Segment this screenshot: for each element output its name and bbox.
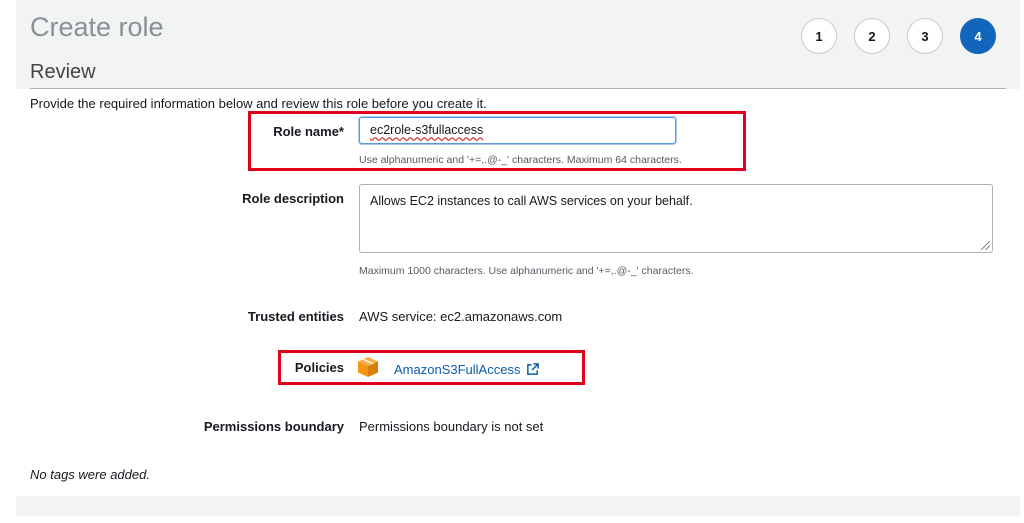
review-panel (16, 89, 1020, 496)
section-title: Review (30, 61, 96, 83)
role-description-value: Allows EC2 instances to call AWS services on your behalf. (370, 194, 693, 208)
page-title: Create role (30, 12, 164, 42)
permissions-boundary-label: Permissions boundary (203, 419, 344, 434)
permissions-boundary-value: Permissions boundary is not set (359, 419, 544, 434)
policy-box-icon (357, 356, 379, 378)
role-name-label: Role name* (273, 124, 344, 139)
policy-link-amazons3fullaccess[interactable] (394, 362, 539, 377)
role-name-value: ec2role-s3fullaccess (370, 123, 484, 137)
trusted-entities-label: Trusted entities (247, 309, 344, 324)
step-4-active: 4 (960, 18, 996, 54)
trusted-entities-value: AWS service: ec2.amazonaws.com (359, 309, 563, 324)
wizard-steps (801, 18, 996, 54)
role-description-label: Role description (242, 191, 344, 206)
role-description-textarea[interactable] (359, 184, 993, 253)
policies-label: Policies (294, 360, 344, 375)
step-1[interactable]: 1 (801, 18, 837, 54)
role-name-hint: Use alphanumeric and '+=,.@-_' characters. Maximum 64 characters. (359, 154, 682, 166)
role-name-input[interactable] (359, 117, 676, 144)
policy-link-label: AmazonS3FullAccess (394, 362, 521, 377)
role-description-hint: Maximum 1000 characters. Use alphanumeric and '+=,.@-_' characters. (359, 265, 694, 277)
step-2[interactable]: 2 (854, 18, 890, 54)
external-link-icon (526, 363, 539, 376)
intro-text: Provide the required information below and review this role before you create it. (30, 96, 487, 111)
no-tags-note: No tags were added. (30, 467, 150, 482)
resize-grip-icon[interactable] (981, 241, 990, 250)
step-3[interactable]: 3 (907, 18, 943, 54)
create-role-page (16, 0, 1020, 516)
